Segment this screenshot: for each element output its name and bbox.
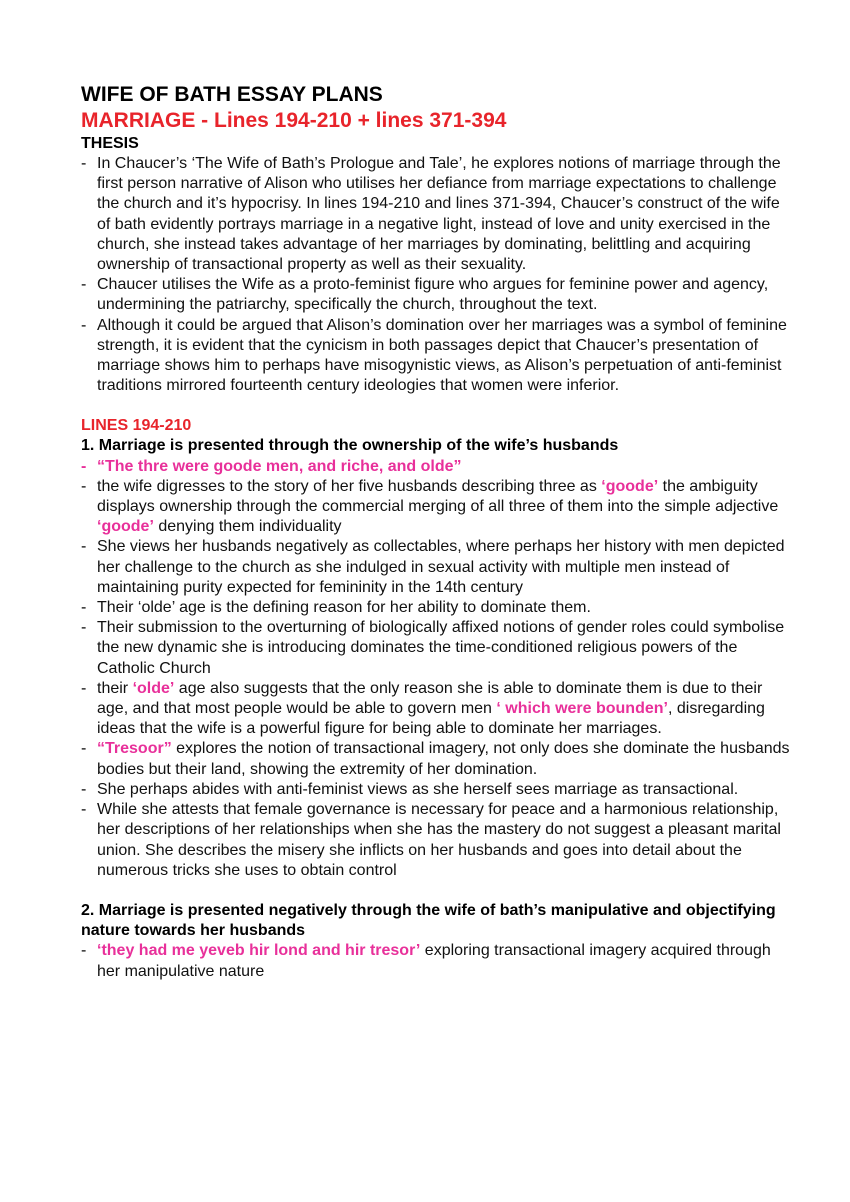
list-item: - She views her husbands negatively as collectables, where perhaps her history with men depicted her challenge to the church as she indulged in sexual activity with multiple men instead of maintaining purity expected for femininity in the 14th century — [81, 537, 790, 598]
list-item: - She perhaps abides with anti-feminist views as she herself sees marriage as transactional. — [81, 780, 790, 800]
text-run: denying them individuality — [153, 518, 342, 536]
list-item — [81, 477, 790, 538]
document-title: WIFE OF BATH ESSAY PLANS — [81, 83, 383, 106]
quote-text: “Tresoor” — [97, 740, 172, 758]
list-item: - While she attests that female governance is necessary for peace and a harmonious relationship, her descriptions of her relationships when she has the mastery do not suggest a pleasant marital union. She describes the misery she inflicts on her husbands and goes into detail about the numerous tricks she uses to obtain control — [81, 800, 790, 881]
document-subtitle: MARRIAGE - Lines 194-210 + lines 371-394 — [81, 109, 507, 132]
text-run: exploring transactional imagery acquired through her manipulative nature — [97, 942, 771, 980]
list-item — [81, 941, 790, 981]
quote-text: ‘they had me yeveb hir lond and hir tresor’ — [97, 942, 421, 960]
point-1-quote — [81, 457, 790, 477]
point-1-heading: 1. Marriage is presented through the ownership of the wife’s husbands — [81, 437, 619, 455]
thesis-point: - Although it could be argued that Alison’s domination over her marriages was a symbol of feminine strength, it is evident that the cynicism in both passages depict that Chaucer’s presentation of marriage shows him to perhaps have misogynistic views, as Alison’s perpetuation of anti-feminist traditions mirrored fourteenth century ideologies that women were inferior. — [81, 316, 790, 397]
text-run: explores the notion of transactional imagery, not only does she dominate the husbands bodies but their land, showing the extremity of her domination. — [97, 740, 790, 778]
thesis-label: THESIS — [81, 135, 139, 152]
quote-text: ‘olde’ — [132, 679, 175, 697]
point-1-list — [81, 457, 790, 881]
point-2-heading: 2. Marriage is presented negatively through the wife of bath’s manipulative and objectifying nature towards her husbands — [81, 901, 776, 940]
list-item: - Their ‘olde’ age is the defining reason for her ability to dominate them. — [81, 598, 790, 618]
list-item — [81, 679, 790, 740]
thesis-point: - In Chaucer’s ‘The Wife of Bath’s Prologue and Tale’, he explores notions of marriage through the first person narrative of Alison who utilises her defiance from marriage expectations to challenge the church and it’s hypocrisy. In lines 194-210 and lines 371-394, Chaucer’s construct of the wife of bath evidently portrays marriage in a negative light, instead of love and unity exercised in the church, she instead takes advantage of her marriages by dominating, belittling and acquiring ownership of transactional property as well as their sexuality. — [81, 154, 790, 275]
text-run: the ambiguity displays ownership through the commercial merging of all three of them into the simple adjective — [97, 477, 779, 516]
point-2-list — [81, 941, 790, 981]
quote-text: ‘goode’ — [97, 518, 154, 536]
text-run: their — [97, 679, 133, 697]
quote-text: ‘goode’ — [601, 477, 659, 495]
thesis-list — [81, 154, 790, 396]
thesis-point: - Chaucer utilises the Wife as a proto-feminist figure who argues for feminine power and agency, undermining the patriarchy, specifically the church, throughout the text. — [81, 275, 790, 315]
section-heading: LINES 194-210 — [81, 417, 192, 435]
text-run: , disregarding ideas that the wife is a powerful figure for being able to dominate her marriages. — [97, 700, 765, 738]
text-run: age also suggests that the only reason she is able to dominate them is due to their age, and that most people would be able to govern men — [97, 679, 763, 718]
list-item: - Their submission to the overturning of biologically affixed notions of gender roles could symbolise the new dynamic she is introducing dominates the time-conditioned religious powers of the Catholic Church — [81, 618, 790, 679]
quote-text: “The thre were goode men, and riche, and olde” — [97, 457, 462, 475]
list-item — [81, 739, 790, 779]
quote-text: ‘ which were bounden’ — [496, 700, 668, 718]
text-run: the wife digresses to the story of her five husbands describing three as — [97, 477, 602, 495]
